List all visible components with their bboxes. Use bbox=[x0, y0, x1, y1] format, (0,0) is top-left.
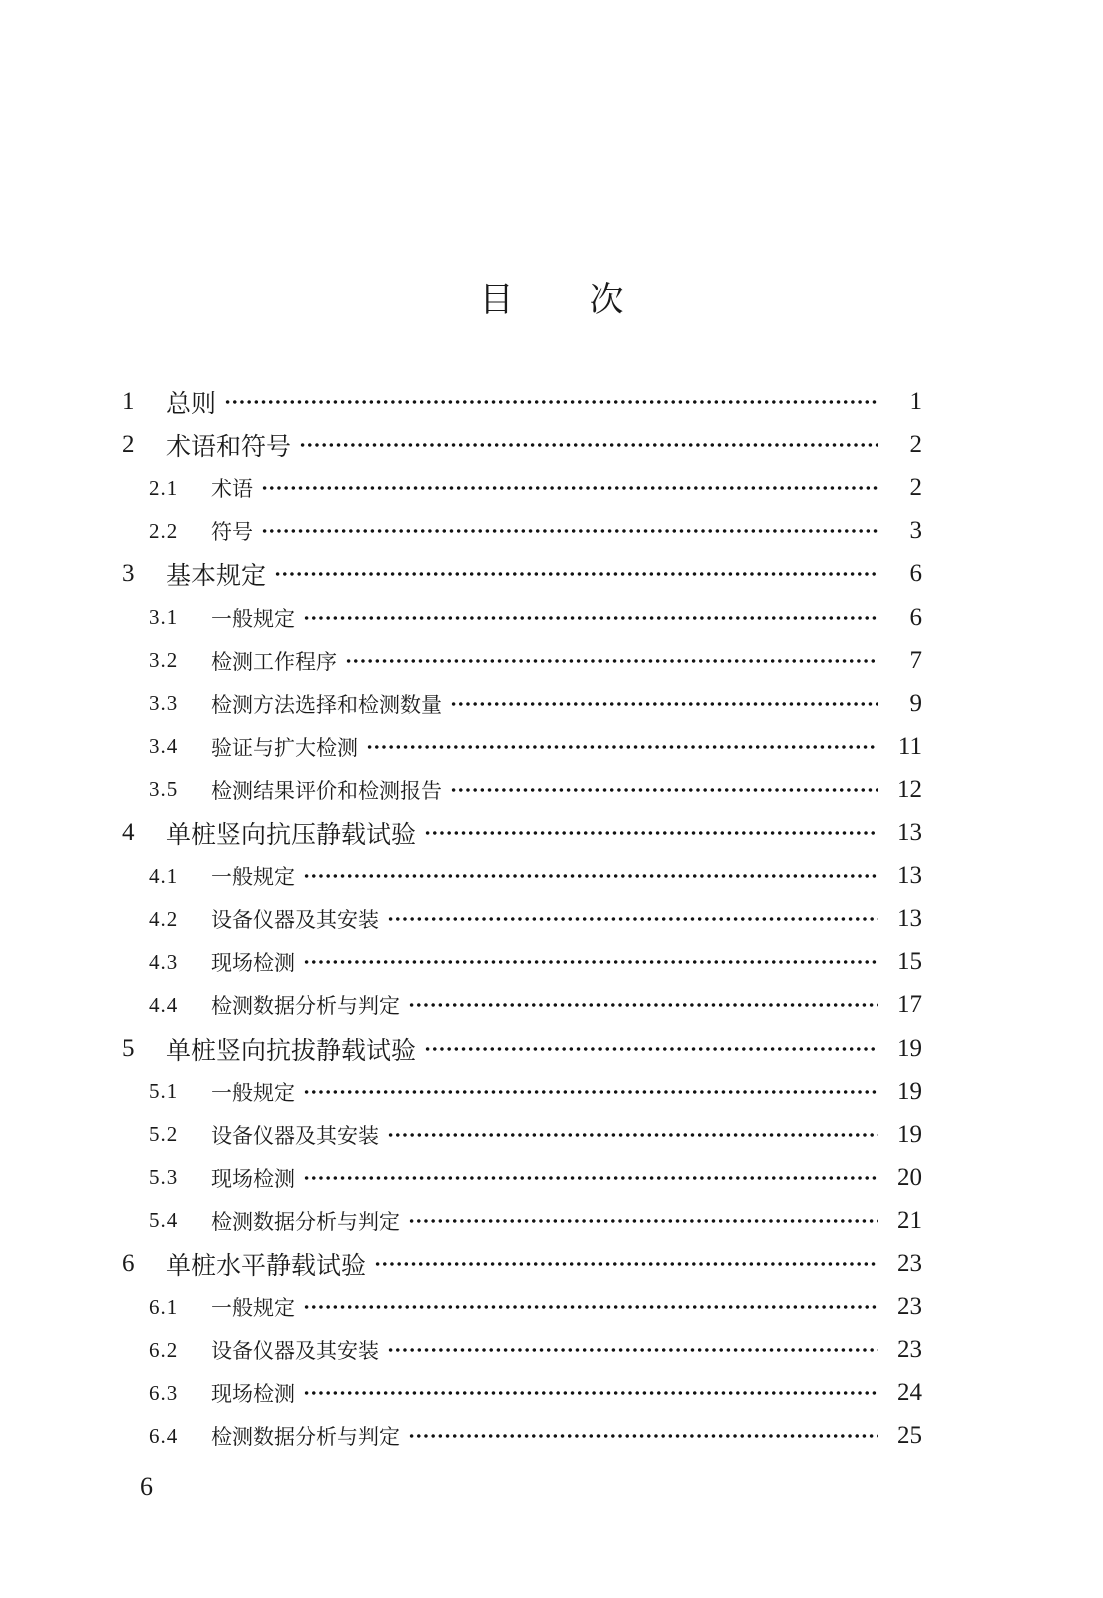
toc-entry[interactable] bbox=[122, 554, 922, 594]
dot-leader bbox=[387, 1132, 878, 1138]
dot-leader bbox=[450, 701, 878, 707]
dot-leader bbox=[366, 744, 878, 750]
toc-entry-number: 6.2 bbox=[149, 1337, 179, 1362]
toc-entry[interactable] bbox=[149, 511, 922, 551]
toc-entry[interactable] bbox=[122, 813, 922, 853]
toc-entry-page: 23 bbox=[897, 1293, 922, 1321]
toc-entry-title: 设备仪器及其安装 bbox=[211, 908, 379, 933]
dot-leader bbox=[303, 1089, 878, 1095]
toc-entry-number: 5 bbox=[122, 1034, 135, 1062]
toc-entry-number: 4.1 bbox=[149, 863, 179, 888]
dot-leader bbox=[261, 485, 878, 491]
dot-leader bbox=[408, 1218, 878, 1224]
toc-entry-title: 一般规定 bbox=[211, 1296, 295, 1321]
toc-entry-number: 4 bbox=[122, 819, 135, 846]
toc-entry-number: 3.1 bbox=[149, 605, 179, 629]
dot-leader bbox=[303, 959, 878, 965]
page-title bbox=[0, 272, 1103, 321]
toc-entry[interactable] bbox=[122, 1029, 922, 1069]
dot-leader bbox=[450, 787, 878, 793]
dot-leader bbox=[387, 1347, 878, 1353]
toc-entry-title: 检测数据分析与判定 bbox=[211, 1425, 400, 1450]
toc-entry[interactable] bbox=[149, 1416, 922, 1456]
dot-leader bbox=[303, 1304, 878, 1310]
toc-entry[interactable] bbox=[149, 942, 922, 982]
toc-entry-page: 19 bbox=[897, 1120, 922, 1148]
toc-entry-title: 检测结果评价和检测报告 bbox=[211, 778, 442, 803]
toc-entry[interactable] bbox=[149, 1330, 922, 1370]
dot-leader bbox=[408, 1433, 878, 1439]
toc-entry-title: 一般规定 bbox=[211, 606, 295, 631]
toc-entry-title: 设备仪器及其安装 bbox=[211, 1339, 379, 1364]
dot-leader bbox=[303, 1390, 878, 1396]
toc-entry-number: 3.4 bbox=[149, 734, 179, 759]
dot-leader bbox=[408, 1002, 878, 1008]
toc-entry-number: 6.3 bbox=[149, 1380, 179, 1405]
dot-leader bbox=[424, 830, 878, 836]
toc-entry[interactable] bbox=[149, 1201, 922, 1241]
toc-entry-title: 符号 bbox=[211, 520, 253, 545]
toc-entry-number: 2.1 bbox=[149, 475, 179, 500]
dot-leader bbox=[424, 1046, 878, 1052]
toc-entry-number: 6.1 bbox=[149, 1294, 179, 1319]
toc-entry[interactable] bbox=[149, 770, 922, 810]
toc-entry-page: 20 bbox=[897, 1163, 922, 1191]
toc-entry-page: 13 bbox=[897, 862, 922, 890]
toc-entry[interactable] bbox=[122, 425, 922, 465]
toc-entry-number: 6 bbox=[122, 1250, 135, 1277]
toc-entry-number: 2 bbox=[122, 431, 135, 459]
toc-entry-number: 1 bbox=[122, 388, 135, 415]
dot-leader bbox=[261, 528, 878, 534]
dot-leader bbox=[299, 442, 878, 448]
toc-entry-title: 单桩竖向抗压静载试验 bbox=[166, 820, 417, 849]
toc-entry-page: 6 bbox=[909, 560, 922, 588]
toc-entry-title: 一般规定 bbox=[211, 1080, 295, 1105]
toc-entry-number: 3 bbox=[122, 560, 135, 588]
toc-entry-number: 3.3 bbox=[149, 691, 179, 716]
dot-leader bbox=[224, 399, 878, 405]
dot-leader bbox=[345, 658, 878, 664]
toc-entry-title: 基本规定 bbox=[166, 561, 267, 591]
toc-entry-title: 单桩水平静载试验 bbox=[166, 1251, 367, 1280]
toc-entry-number: 4.2 bbox=[149, 906, 179, 931]
toc-entry[interactable] bbox=[149, 641, 922, 681]
toc-entry[interactable] bbox=[122, 1244, 922, 1284]
toc-entry-title: 术语 bbox=[211, 477, 253, 502]
toc-entry-title: 单桩竖向抗拔静载试验 bbox=[166, 1035, 417, 1065]
toc-entry-page: 1 bbox=[909, 388, 922, 415]
toc-entry-title: 术语和符号 bbox=[166, 432, 292, 462]
toc-entry[interactable] bbox=[149, 856, 922, 896]
toc-entry-number: 5.4 bbox=[149, 1208, 179, 1233]
title-char-2: 次 bbox=[589, 280, 624, 320]
toc-entry-number: 6.4 bbox=[149, 1423, 179, 1448]
toc-entry-page: 19 bbox=[897, 1077, 922, 1105]
toc-entry[interactable] bbox=[149, 727, 922, 767]
toc-entry[interactable] bbox=[149, 1072, 922, 1112]
toc-entry-number: 4.4 bbox=[149, 992, 179, 1017]
dot-leader bbox=[303, 873, 878, 879]
toc-entry-number: 3.2 bbox=[149, 648, 179, 673]
toc-entry-number: 5.1 bbox=[149, 1079, 179, 1104]
toc-entry-title: 检测方法选择和检测数量 bbox=[211, 692, 442, 717]
toc-entry-number: 4.3 bbox=[149, 949, 179, 974]
dot-leader bbox=[303, 615, 878, 621]
toc-entry[interactable] bbox=[149, 1115, 922, 1155]
toc-entry-page: 15 bbox=[897, 948, 922, 976]
toc-entry-page: 9 bbox=[909, 689, 922, 717]
toc-entry-title: 现场检测 bbox=[211, 1382, 295, 1407]
toc-entry-title: 检测数据分析与判定 bbox=[211, 994, 400, 1019]
toc-entry-page: 24 bbox=[897, 1379, 922, 1407]
toc-entry-title: 设备仪器及其安装 bbox=[211, 1123, 379, 1148]
toc-entry-title: 一般规定 bbox=[211, 865, 295, 890]
toc-entry[interactable] bbox=[149, 598, 922, 638]
toc-entry[interactable] bbox=[149, 1287, 922, 1327]
dot-leader bbox=[274, 571, 878, 577]
toc-entry-title: 检测数据分析与判定 bbox=[211, 1209, 400, 1234]
toc-entry-page: 23 bbox=[897, 1250, 922, 1277]
toc-entry[interactable] bbox=[122, 382, 922, 422]
toc-entry-title: 现场检测 bbox=[211, 951, 295, 976]
toc-entry-page: 6 bbox=[909, 603, 922, 631]
dot-leader bbox=[303, 1175, 878, 1181]
toc-entry-page: 11 bbox=[897, 732, 922, 760]
toc-entry[interactable] bbox=[149, 899, 922, 939]
toc-entry-page: 2 bbox=[909, 474, 922, 502]
toc-entry[interactable] bbox=[149, 1158, 922, 1198]
dot-leader bbox=[374, 1261, 878, 1267]
toc-entry-title: 验证与扩大检测 bbox=[211, 735, 358, 760]
dot-leader bbox=[387, 916, 878, 922]
toc-entry[interactable] bbox=[149, 684, 922, 724]
page-number: 6 bbox=[140, 1472, 153, 1501]
toc-entry-page: 21 bbox=[897, 1206, 922, 1234]
toc-entry-title: 检测工作程序 bbox=[211, 649, 337, 674]
toc-entry-title: 总则 bbox=[166, 389, 217, 418]
toc-entry-page: 12 bbox=[897, 775, 922, 803]
toc-entry-title: 现场检测 bbox=[211, 1166, 295, 1191]
toc-entry[interactable] bbox=[149, 1373, 922, 1413]
toc-entry-number: 3.5 bbox=[149, 777, 179, 802]
toc-entry-number: 5.3 bbox=[149, 1165, 179, 1190]
toc-entry-page: 19 bbox=[897, 1034, 922, 1062]
toc-entry-page: 7 bbox=[909, 646, 922, 674]
toc-entry[interactable] bbox=[149, 985, 922, 1025]
toc-entry-page: 25 bbox=[897, 1422, 922, 1450]
toc-entry-page: 2 bbox=[909, 431, 922, 459]
toc-entry-page: 13 bbox=[897, 819, 922, 846]
toc-entry-page: 13 bbox=[897, 905, 922, 933]
title-char-1: 目 bbox=[479, 280, 514, 320]
toc-entry-page: 3 bbox=[909, 517, 922, 545]
toc-entry-page: 17 bbox=[897, 991, 922, 1019]
toc-entry-number: 5.2 bbox=[149, 1122, 179, 1147]
toc-entry-page: 23 bbox=[897, 1336, 922, 1364]
toc-entry-number: 2.2 bbox=[149, 518, 179, 543]
toc-entry[interactable] bbox=[149, 468, 922, 508]
